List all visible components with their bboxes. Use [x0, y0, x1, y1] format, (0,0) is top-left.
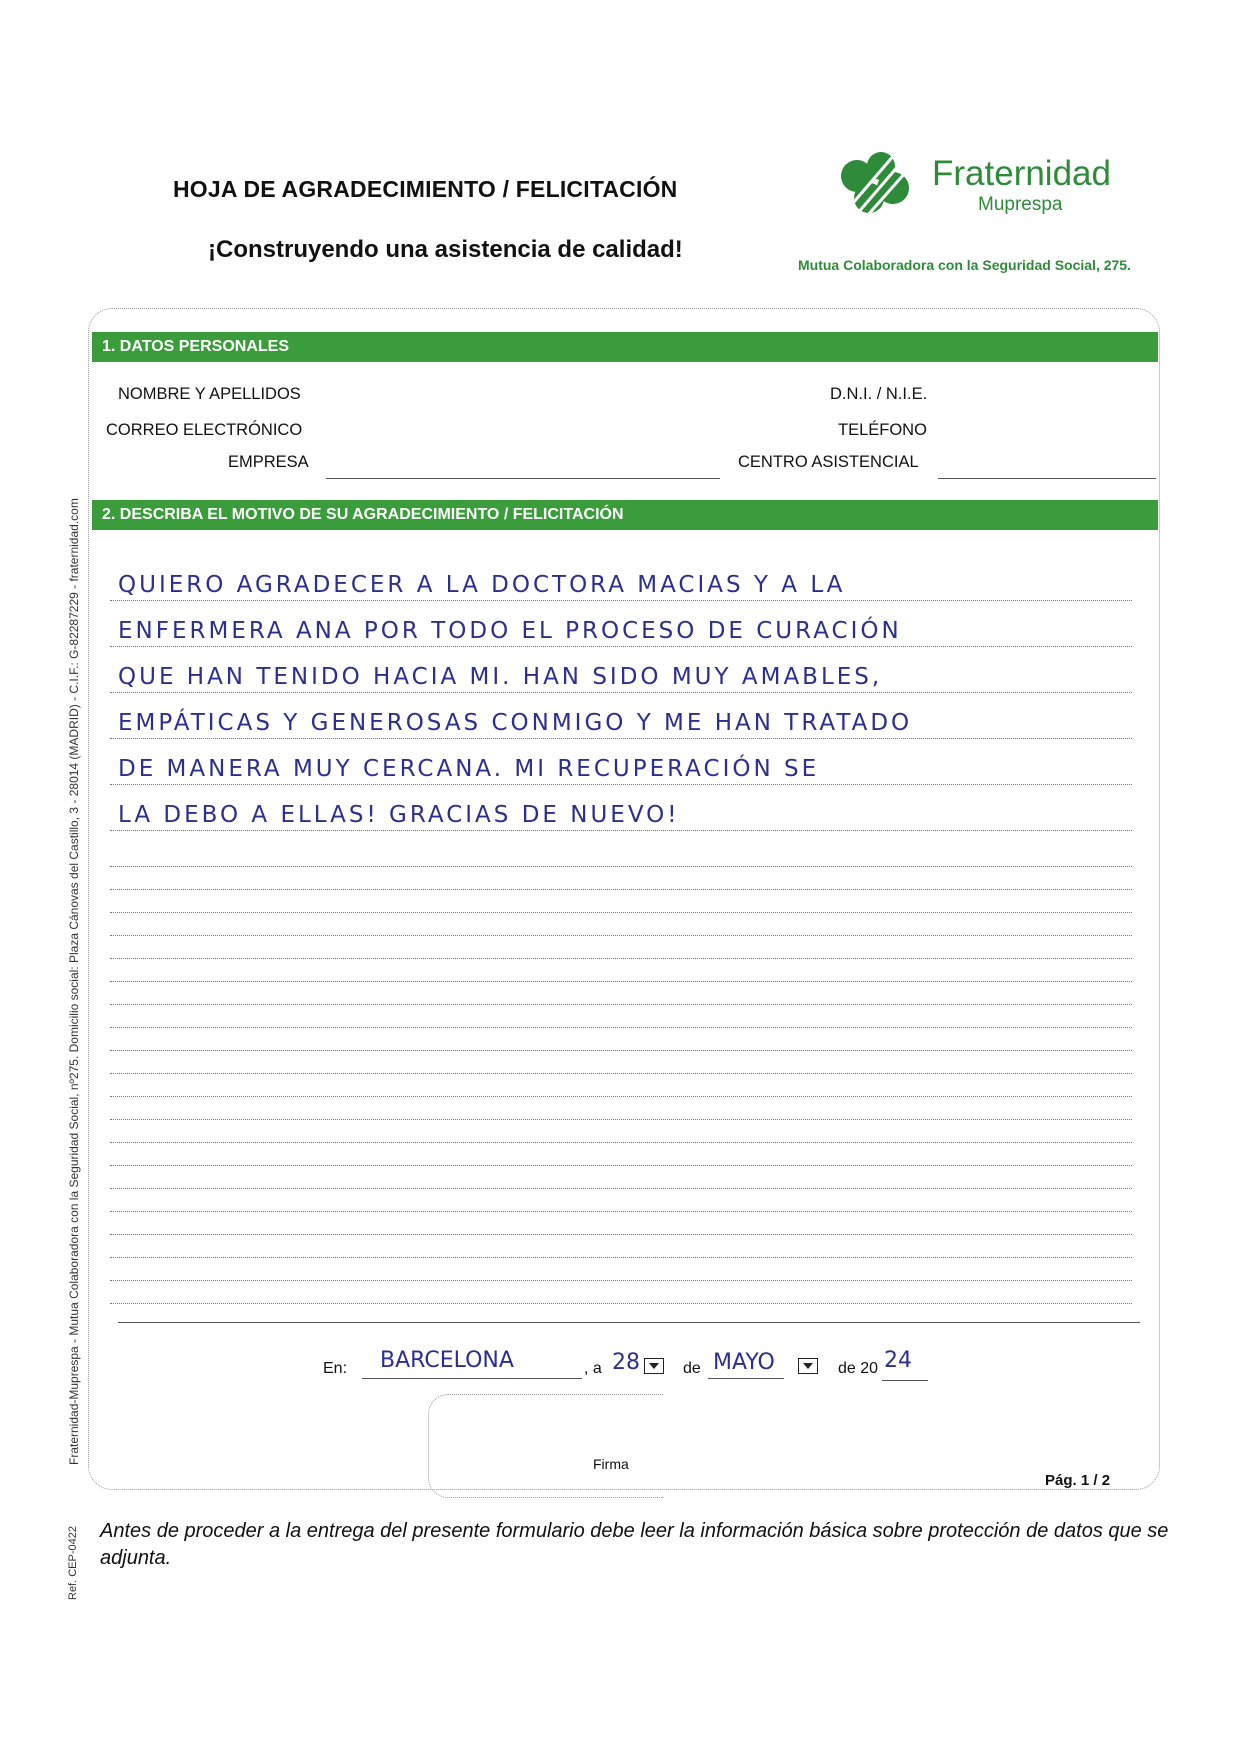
brand-tagline: Mutua Colaboradora con la Seguridad Social, 275. — [798, 257, 1131, 273]
motive-line[interactable] — [110, 708, 1132, 738]
form-title: HOJA DE AGRADECIMIENTO / FELICITACIÓN — [173, 176, 678, 202]
day-dropdown-icon[interactable] — [644, 1358, 664, 1374]
ruled-line — [110, 830, 1132, 831]
ruled-line — [110, 1234, 1132, 1235]
nombre-label: NOMBRE Y APELLIDOS — [118, 385, 301, 403]
correo-label: CORREO ELECTRÓNICO — [106, 421, 303, 439]
city-field[interactable]: BARCELONA — [380, 1348, 514, 1373]
ruled-line — [110, 912, 1132, 913]
year-prefix: de 20 — [838, 1360, 879, 1377]
motive-line[interactable] — [110, 800, 1132, 830]
ruled-line — [110, 1257, 1132, 1258]
brand-sub: Muprespa — [978, 194, 1063, 215]
dni-label: D.N.I. / N.I.E. — [830, 385, 928, 403]
motive-text: LA DEBO A ELLAS! GRACIAS DE NUEVO! — [118, 802, 680, 828]
ruled-line — [110, 1004, 1132, 1005]
ruled-line — [110, 981, 1132, 982]
ruled-line — [110, 1073, 1132, 1074]
month-dropdown-icon[interactable] — [798, 1358, 818, 1374]
brand-name: Fraternidad — [932, 154, 1111, 193]
ruled-line — [110, 935, 1132, 936]
motive-line[interactable] — [110, 616, 1132, 646]
ruled-line — [110, 1303, 1132, 1304]
motive-text: DE MANERA MUY CERCANA. MI RECUPERACIÓN SE — [118, 756, 820, 782]
form-subtitle: ¡Construyendo una asistencia de calidad! — [208, 236, 683, 263]
motive-text: QUIERO AGRADECER A LA DOCTORA MACIAS Y A LA — [118, 572, 846, 598]
reference-code: Ref. CEP-0422 — [67, 1526, 79, 1600]
month-field[interactable]: MAYO — [713, 1350, 775, 1375]
city-underline — [362, 1378, 582, 1379]
ruled-line — [110, 1119, 1132, 1120]
side-legal-text: Fraternidad-Muprespa - Mutua Colaboradora con la Seguridad Social, nº275. Domicilio social: Plaza Cánovas del Castillo, 3 - 28014 (MADRID) - C.I.F.: G-82287229 - fraternidad.com — [67, 498, 81, 1465]
fraternidad-logo-icon — [833, 150, 921, 218]
ruled-line — [110, 958, 1132, 959]
empresa-underline — [326, 478, 720, 479]
motive-text: EMPÁTICAS Y GENEROSAS CONMIGO Y ME HAN TRATADO — [118, 710, 913, 736]
ruled-line — [110, 866, 1132, 867]
year-field[interactable]: 24 — [884, 1348, 912, 1373]
en-label: En: — [323, 1360, 348, 1377]
firma-label: Firma — [593, 1456, 629, 1472]
motive-line[interactable] — [110, 662, 1132, 692]
page-number: Pág. 1 / 2 — [1045, 1472, 1111, 1489]
de-label: de — [683, 1360, 701, 1377]
empresa-label: EMPRESA — [228, 453, 309, 471]
ruled-line — [110, 738, 1132, 739]
motive-end-line — [118, 1322, 1140, 1323]
ruled-line — [110, 1211, 1132, 1212]
ruled-line — [110, 784, 1132, 785]
ruled-line — [110, 1142, 1132, 1143]
section-motive-heading: 2. DESCRIBA EL MOTIVO DE SU AGRADECIMIENTO / FELICITACIÓN — [92, 500, 1158, 530]
ruled-line — [110, 889, 1132, 890]
ruled-line — [110, 1165, 1132, 1166]
form-frame — [88, 308, 1160, 1490]
signature-box[interactable] — [428, 1394, 663, 1498]
month-underline — [708, 1378, 784, 1379]
motive-text: QUE HAN TENIDO HACIA MI. HAN SIDO MUY AMABLES, — [118, 664, 883, 690]
ruled-line — [110, 1280, 1132, 1281]
ruled-line — [110, 1027, 1132, 1028]
day-field[interactable]: 28 — [612, 1350, 640, 1375]
privacy-notice: Antes de proceder a la entrega del presente formulario debe leer la información básica sobre protección de datos que se adjunta. — [100, 1520, 1169, 1569]
ruled-line — [110, 1188, 1132, 1189]
centro-label: CENTRO ASISTENCIAL — [738, 453, 919, 471]
section-personal-data-heading: 1. DATOS PERSONALES — [92, 332, 1158, 362]
telefono-label: TELÉFONO — [838, 421, 927, 439]
year-underline — [882, 1380, 928, 1381]
a-label: , a — [584, 1360, 602, 1377]
ruled-line — [110, 1096, 1132, 1097]
ruled-line — [110, 1050, 1132, 1051]
ruled-line — [110, 646, 1132, 647]
motive-text: ENFERMERA ANA POR TODO EL PROCESO DE CURACIÓN — [118, 618, 902, 644]
ruled-line — [110, 692, 1132, 693]
motive-line[interactable] — [110, 570, 1132, 600]
ruled-line — [110, 600, 1132, 601]
motive-line[interactable] — [110, 754, 1132, 784]
centro-underline — [938, 478, 1156, 479]
